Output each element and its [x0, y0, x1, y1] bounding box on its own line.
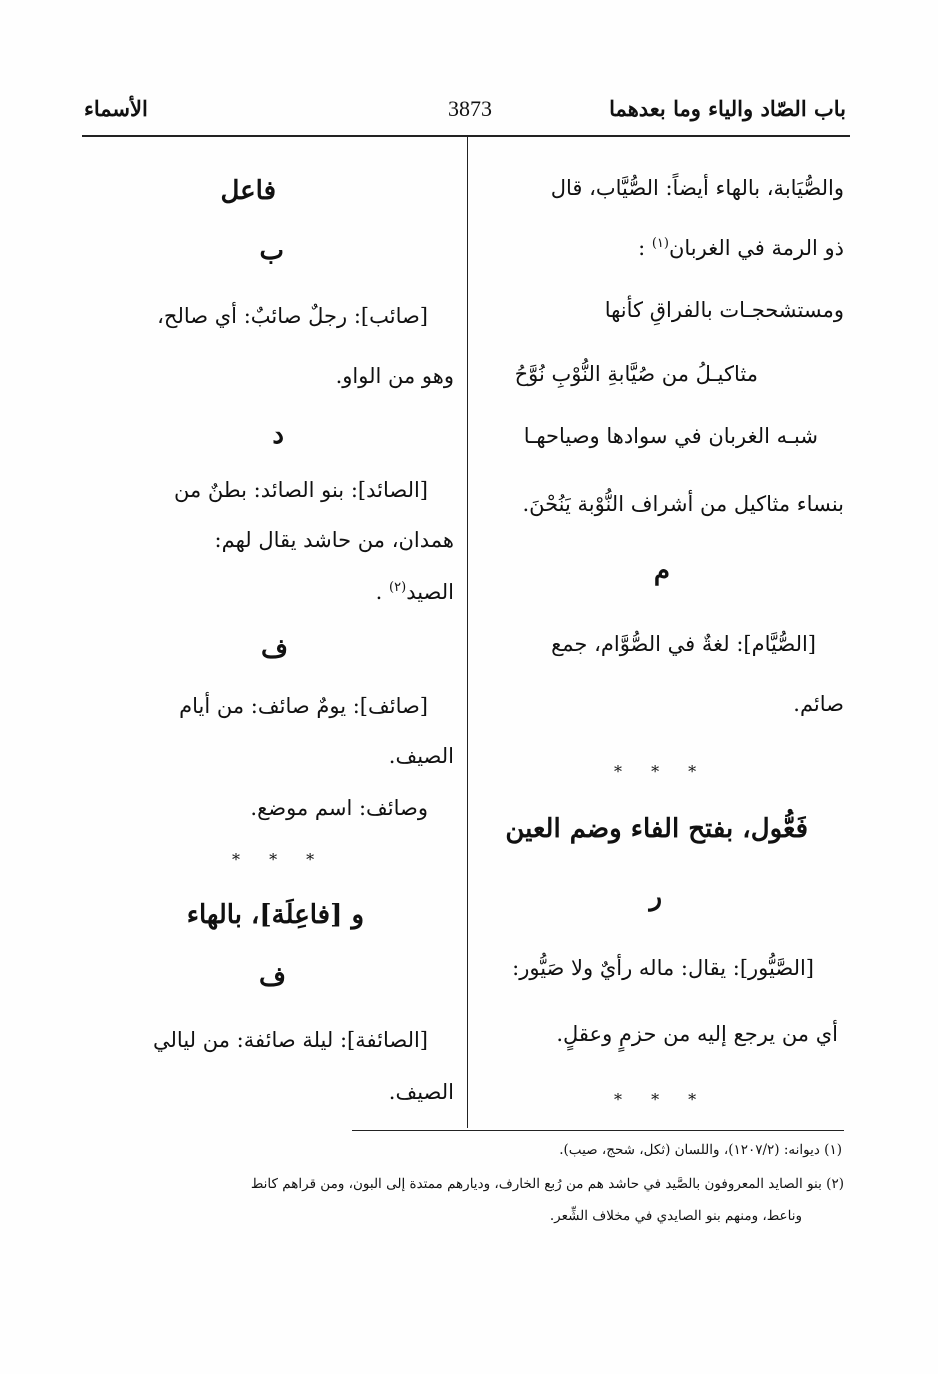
poem-verse: مثاكيـلُ من صُيَّابةِ النُّوْبِ نُوَّحُ	[514, 362, 758, 386]
footnote-1: (١) ديوانه: (١٢٠٧/٢)، واللسان (ثكل، شحج، صيب).	[559, 1142, 842, 1158]
entry-line: شبـه الغربان في سوادها وصياحهـا	[523, 424, 818, 448]
letter-heading: د	[272, 420, 284, 450]
column-divider	[467, 136, 468, 1128]
letter-heading: ر	[649, 882, 662, 912]
page-number: 3873	[448, 96, 492, 121]
separator-stars: * * *	[614, 762, 709, 781]
entry-line: [صائب]: رجلٌ صائبٌ: أي صالح،	[157, 304, 428, 328]
entry-line: الصيف.	[388, 744, 454, 768]
letter-heading: م	[653, 556, 670, 586]
entry-line: وهو من الواو.	[335, 364, 454, 388]
entry-line: ذو الرمة في الغربان$^{(١)}$ :	[638, 236, 844, 260]
entry-line: همدان، من حاشد يقال لهم:	[214, 528, 454, 552]
running-head-section: الأسماء	[84, 96, 148, 121]
entry-line: [الصائد]: بنو الصائد: بطنٌ من	[174, 478, 428, 502]
footnote-2: (٢) بنو الصايد المعروفون بالصَّيد في حاشد هم من رُبع الخارف، وديارهم ممتدة إلى البون، ومن قراهم كانط	[250, 1176, 844, 1192]
entry-line: بنساء مثاكيل من أشراف النُّوْبة يَنُحْنَ.	[522, 492, 844, 516]
entry-line: والصُّيَابة، بالهاء أيضاً: الصُّيَّاب، قال	[550, 176, 844, 200]
separator-stars: * * *	[614, 1090, 709, 1109]
entry-line: الصيد$^{(٢)}$ .	[375, 580, 454, 604]
pattern-heading: فَعُّول، بفتح الفاء وضم العين	[505, 814, 808, 844]
letter-heading: ف	[259, 962, 286, 992]
pattern-heading: و [فاعِلَة]، بالهاء	[186, 900, 364, 930]
running-head-chapter: باب الصّاد والياء وما بعدهما	[609, 96, 846, 121]
entry-line: وصائف: اسم موضع.	[250, 796, 428, 820]
footnote-ref: (٢)	[389, 580, 407, 595]
separator-stars: * * *	[232, 850, 327, 869]
entry-line: الصيف.	[388, 1080, 454, 1104]
letter-heading: ب	[259, 236, 284, 266]
entry-line: [الصُّيَّام]: لغةٌ في الصُّوَّام، جمع	[551, 632, 816, 656]
entry-line: [الصَّيُّور]: يقال: ماله رأيٌ ولا صَيُّور:	[512, 956, 814, 980]
footnote-2-continued: وناعط، ومنهم بنو الصايدي في مخلاف الشِّعر.	[549, 1208, 802, 1224]
header-rule	[82, 135, 850, 137]
pattern-heading: فاعل	[220, 176, 276, 206]
footnote-rule	[352, 1130, 844, 1131]
entry-line: صائم.	[793, 692, 844, 716]
letter-heading: ف	[261, 634, 288, 664]
entry-line: أي من يرجع إليه من حزمٍ وعقلٍ.	[556, 1022, 838, 1046]
poem-verse: ومستشحجـات بالفراقِ كأنها	[604, 298, 844, 322]
entry-line: [الصائفة]: ليلة صائفة: من ليالي	[153, 1028, 428, 1052]
footnote-ref: (١)	[651, 236, 669, 251]
entry-line: [صائف]: يومٌ صائف: من أيام	[179, 694, 428, 718]
